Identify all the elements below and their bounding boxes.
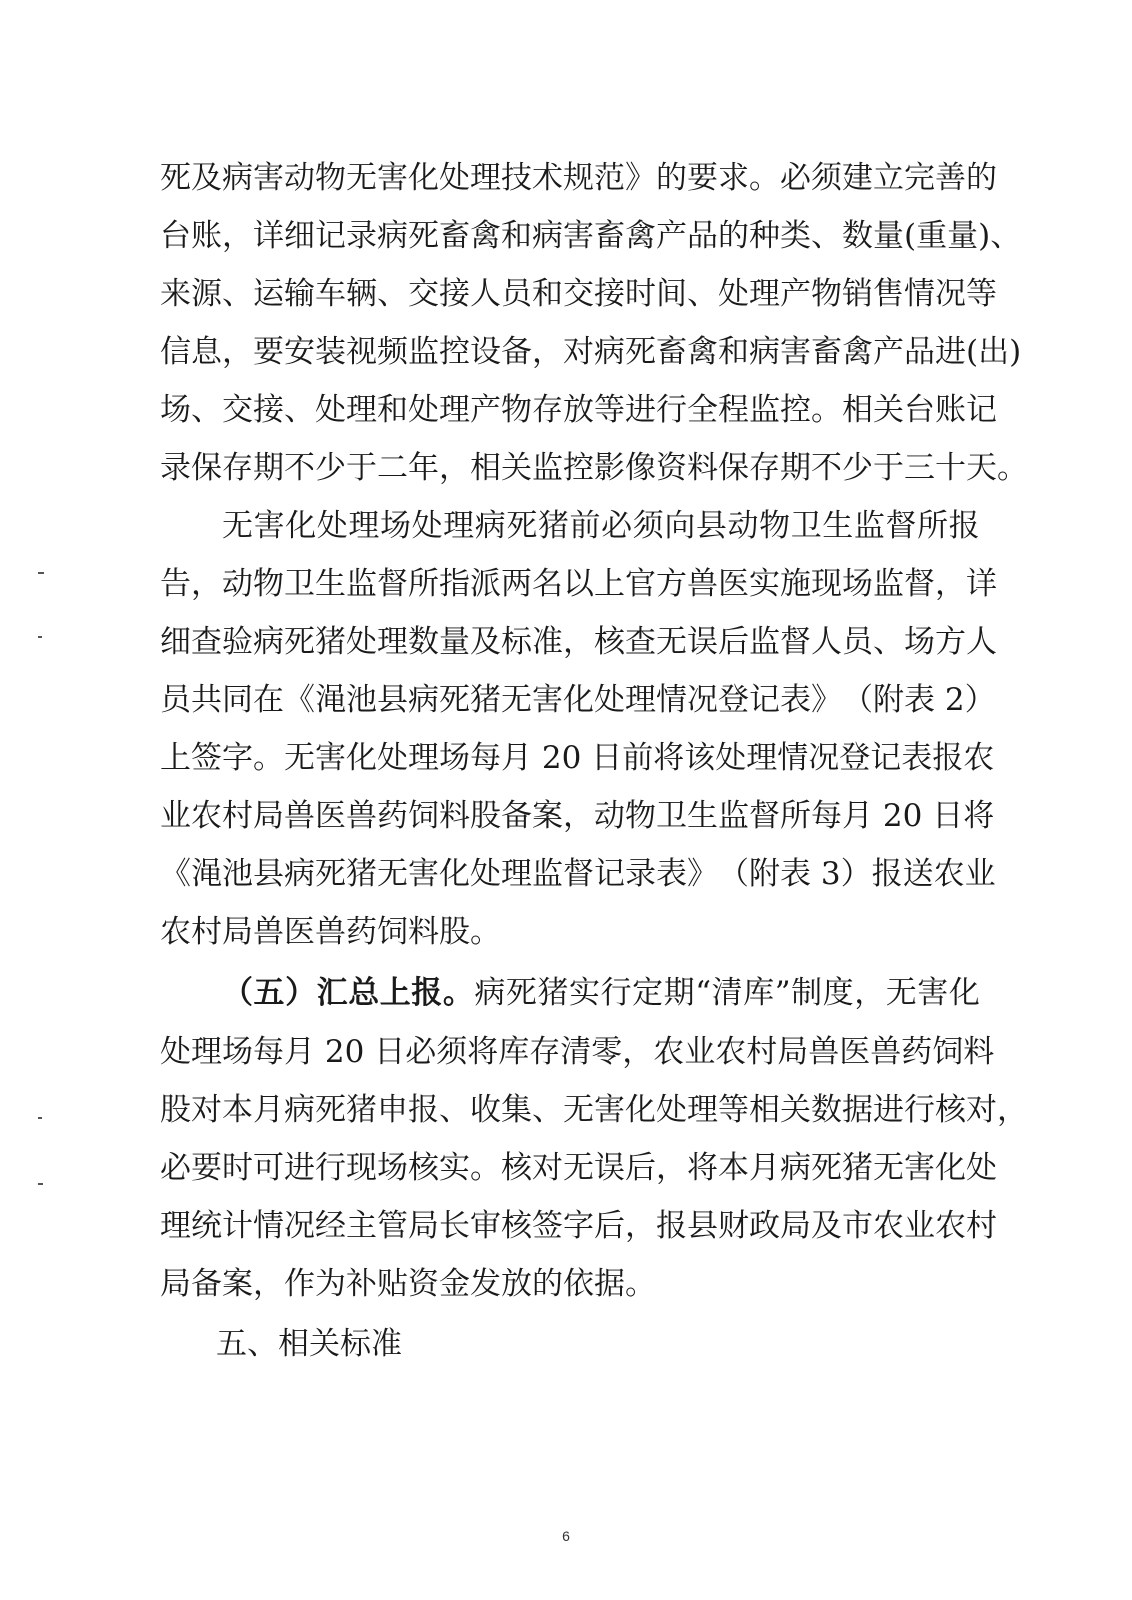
scan-mark <box>38 1117 42 1119</box>
text-line: 《 渑 池 县 病 死 猪 无 害 化 处 理 监 督 记 录 表 》 （ 附 表 3 ） 报 送 农 业 <box>160 856 996 892</box>
scan-mark <box>38 572 44 574</box>
text-line: 股 对 本 月 病 死 猪 申 报 、 收 集 、 无 害 化 处 理 等 相 关 数 据 进 行 核 对 ， <box>160 1092 1028 1128</box>
text-line: 理 统 计 情 况 经 主 管 局 长 审 核 签 字 后 ， 报 县 财 政 局 及 市 农 业 农 村 <box>160 1208 997 1244</box>
text-line: 录 保 存 期 不 少 于 二 年 ， 相 关 监 控 影 像 资 料 保 存 期 不 少 于 三 十 天 。 <box>160 450 1028 486</box>
text-line: 场 、 交 接 、 处 理 和 处 理 产 物 存 放 等 进 行 全 程 监 控 。 相 关 台 账 记 <box>160 392 997 428</box>
scan-mark <box>38 636 42 638</box>
section-heading: 五、相关标准 <box>216 1326 402 1362</box>
text-line: 死 及 病 害 动 物 无 害 化 处 理 技 术 规 范 》 的 要 求 。 必 须 建 立 完 善 的 <box>160 160 997 196</box>
text-line: 必 要 时 可 进 行 现 场 核 实 。 核 对 无 误 后 ， 将 本 月 病 死 猪 无 害 化 处 <box>160 1150 997 1186</box>
text-line: 台 账 ， 详 细 记 录 病 死 畜 禽 和 病 害 畜 禽 产 品 的 种 类 、 数 量 ( 重 量 ) 、 <box>160 218 1022 254</box>
text-line: 上 签 字 。 无 害 化 处 理 场 每 月 2 0 日 前 将 该 处 理 情 况 登 记 表 报 农 <box>160 740 995 776</box>
text-line: 农村局兽医兽药饲料股。 <box>160 914 501 950</box>
text-line: 无 害 化 处 理 场 处 理 病 死 猪 前 必 须 向 县 动 物 卫 生 监 督 所 报 <box>222 508 980 544</box>
text-line: 告 ， 动 物 卫 生 监 督 所 指 派 两 名 以 上 官 方 兽 医 实 施 现 场 监 督 ， 详 <box>160 566 997 602</box>
text-line: 来 源 、 运 输 车 辆 、 交 接 人 员 和 交 接 时 间 、 处 理 产 物 销 售 情 况 等 <box>160 276 997 312</box>
text-line: 信 息 ， 要 安 装 视 频 监 控 设 备 ， 对 病 死 畜 禽 和 病 害 畜 禽 产 品 进 ( 出 ) <box>160 334 1022 370</box>
text-line: 细 查 验 病 死 猪 处 理 数 量 及 标 准 ， 核 查 无 误 后 监 督 人 员 、 场 方 人 <box>160 624 997 660</box>
page-number: 6 <box>562 1528 570 1544</box>
text-line: 处 理 场 每 月 2 0 日 必 须 将 库 存 清 零 ， 农 业 农 村 局 兽 医 兽 药 饲 料 <box>160 1034 995 1070</box>
scan-mark <box>38 1183 43 1185</box>
text-line: 员 共 同 在 《 渑 池 县 病 死 猪 无 害 化 处 理 情 况 登 记 表 》 （ 附 表 2 ） <box>160 682 996 718</box>
text-line: 局备案，作为补贴资金发放的依据。 <box>160 1266 656 1302</box>
text-line: （ 五 ） 汇 总 上 报 。 病 死 猪 实 行 定 期 “ 清 库 ” 制 度 ， 无 害 化 <box>222 975 980 1011</box>
text-line: 业 农 村 局 兽 医 兽 药 饲 料 股 备 案 ， 动 物 卫 生 监 督 所 每 月 2 0 日 将 <box>160 798 995 834</box>
